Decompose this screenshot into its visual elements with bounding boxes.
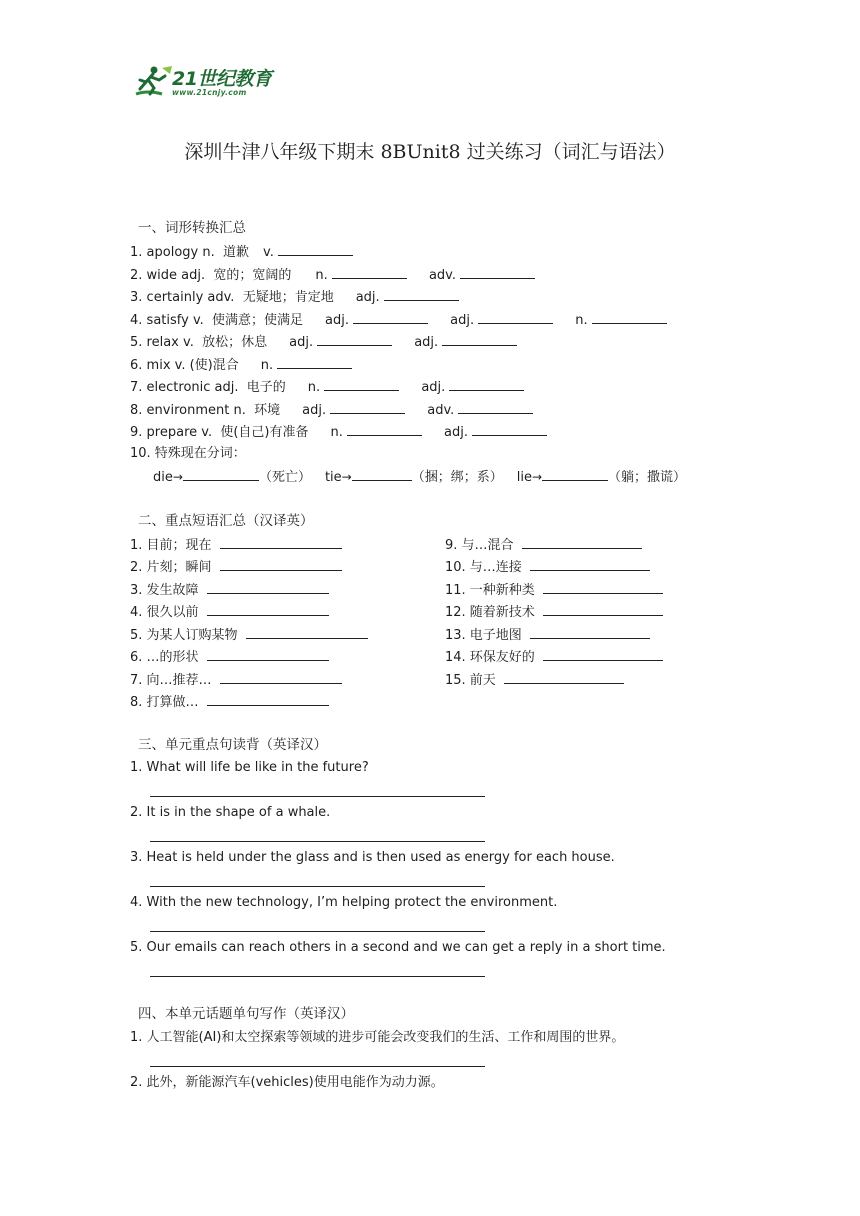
answer-blank[interactable] (543, 647, 663, 661)
phrase-item: 12. 随着新技术 (445, 602, 663, 622)
page-title: 深圳牛津八年级下期末 8BUnit8 过关练习（词汇与语法） (184, 141, 676, 163)
answer-blank[interactable] (522, 535, 642, 549)
runner-logo-icon (132, 64, 174, 100)
phrase-item: 3. 发生故障 (130, 580, 329, 600)
writing-item-2: 2. 此外，新能源汽车(vehicles)使用电能作为动力源。 (130, 1075, 444, 1090)
arrow-icon: → (531, 470, 543, 484)
answer-blank[interactable] (207, 692, 329, 706)
word-form-item-7: 7. electronic adj. 电子的 n. adj. (130, 377, 524, 397)
answer-blank[interactable] (332, 265, 407, 279)
arrow-icon: → (341, 470, 352, 484)
phrase-item: 5. 为某人订购某物 (130, 625, 368, 645)
answer-blank[interactable] (220, 670, 342, 684)
answer-blank[interactable] (220, 535, 342, 549)
phrase-item: 8. 打算做… (130, 692, 329, 712)
phrase-item: 9. 与…混合 (445, 535, 642, 555)
phrase-item: 14. 环保友好的 (445, 647, 663, 667)
phrase-item: 1. 目前；现在 (130, 535, 342, 555)
phrase-item: 11. 一种新种类 (445, 580, 663, 600)
answer-blank[interactable] (324, 377, 399, 391)
section-heading-sentences: 三、单元重点句读背（英译汉） (138, 737, 327, 753)
answer-blank[interactable] (504, 670, 624, 684)
phrase-item: 2. 片刻；瞬间 (130, 557, 342, 577)
answer-blank[interactable] (543, 580, 663, 594)
phrase-item: 15. 前天 (445, 670, 624, 690)
answer-blank[interactable] (317, 332, 392, 346)
phrase-item: 13. 电子地图 (445, 625, 650, 645)
answer-blank[interactable] (442, 332, 517, 346)
answer-blank[interactable] (478, 310, 553, 324)
answer-blank[interactable] (543, 602, 663, 616)
word-form-item-10-label: 10. 特殊现在分词： (130, 446, 246, 461)
answer-blank[interactable] (278, 242, 353, 256)
section-heading-phrases: 二、重点短语汇总（汉译英） (138, 513, 314, 529)
answer-line[interactable] (150, 886, 485, 887)
sentence-item-4: 4. With the new technology, I’m helping protect the environment. (130, 895, 558, 910)
phrase-item: 10. 与…连接 (445, 557, 650, 577)
word-form-item-3: 3. certainly adv. 无疑地；肯定地 adj. (130, 287, 459, 307)
sentence-item-3: 3. Heat is held under the glass and is then used as energy for each house. (130, 850, 615, 865)
word-form-item-9: 9. prepare v. 使(自己)有准备 n. adj. (130, 422, 547, 442)
answer-blank[interactable] (207, 602, 329, 616)
word-form-item-5: 5. relax v. 放松；休息 adj. adj. (130, 332, 517, 352)
phrase-item: 4. 很久以前 (130, 602, 329, 622)
answer-blank[interactable] (352, 467, 412, 481)
writing-item-1: 1. 人工智能(AI)和太空探索等领域的进步可能会改变我们的生活、工作和周围的世界。 (130, 1030, 625, 1045)
answer-blank[interactable] (330, 400, 405, 414)
answer-blank[interactable] (458, 400, 533, 414)
answer-blank[interactable] (449, 377, 524, 391)
word-form-item-6: 6. mix v. (使)混合 n. (130, 355, 352, 375)
sentence-item-5: 5. Our emails can reach others in a second and we can get a reply in a short time. (130, 940, 666, 955)
answer-blank[interactable] (347, 422, 422, 436)
sentence-item-2: 2. It is in the shape of a whale. (130, 805, 331, 820)
answer-line[interactable] (150, 796, 485, 797)
answer-line[interactable] (150, 931, 485, 932)
answer-blank[interactable] (542, 467, 608, 481)
section-heading-writing: 四、本单元话题单句写作（英译汉） (138, 1006, 354, 1022)
answer-line[interactable] (150, 1066, 485, 1067)
answer-blank[interactable] (207, 580, 329, 594)
answer-blank[interactable] (530, 557, 650, 571)
logo-url: www.21cnjy.com (172, 88, 247, 97)
sentence-item-1: 1. What will life be like in the future? (130, 760, 369, 775)
word-form-item-1: 1. apology n. 道歉 v. (130, 242, 353, 262)
logo-wordmark: 21世纪教育 (172, 68, 272, 90)
answer-blank[interactable] (384, 287, 459, 301)
answer-blank[interactable] (220, 557, 342, 571)
answer-blank[interactable] (207, 647, 329, 661)
answer-blank[interactable] (183, 467, 259, 481)
answer-blank[interactable] (530, 625, 650, 639)
phrase-item: 6. …的形状 (130, 647, 329, 667)
word-form-item-8: 8. environment n. 环境 adj. adv. (130, 400, 533, 420)
answer-blank[interactable] (460, 265, 535, 279)
phrase-item: 7. 向…推荐… (130, 670, 342, 690)
answer-blank[interactable] (277, 355, 352, 369)
word-form-item-4: 4. satisfy v. 使满意；使满足 adj. adj. n. (130, 310, 667, 330)
arrow-icon: → (172, 470, 183, 484)
word-form-item-2: 2. wide adj. 宽的；宽阔的 n. adv. (130, 265, 535, 285)
answer-blank[interactable] (246, 625, 368, 639)
answer-blank[interactable] (353, 310, 428, 324)
word-form-item-10-parts: die→ （死亡） tie→ （捆；绑；系） lie→ （躺；撒谎） (153, 467, 686, 487)
logo (132, 62, 282, 102)
answer-blank[interactable] (592, 310, 667, 324)
answer-line[interactable] (150, 841, 485, 842)
section-heading-word-forms: 一、词形转换汇总 (138, 220, 246, 236)
answer-blank[interactable] (472, 422, 547, 436)
answer-line[interactable] (150, 976, 485, 977)
